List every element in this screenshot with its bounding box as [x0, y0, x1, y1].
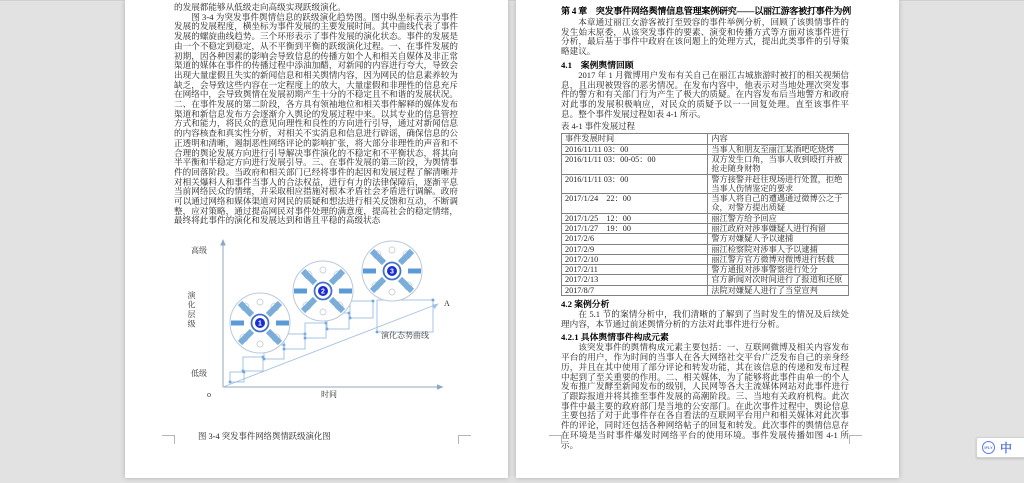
column-header-time: 事件发展时间	[562, 134, 708, 144]
table-cell: 当事人和朋友至丽江某酒吧吃烧烤	[708, 144, 849, 154]
table-cell: 双方发生口角，当事人收到殴打并被抢走随身财物	[708, 154, 849, 174]
table-cell: 2016/11/11 03：00	[562, 144, 708, 154]
table-cell: 丽江检察院对涉事人予以逮捕	[708, 244, 849, 254]
table-row	[562, 265, 849, 275]
table-row	[562, 174, 849, 194]
chapter-title: 第 4 章 突发事件网络舆情信息管理案例研究——以丽江游客被打事件为例	[561, 6, 852, 16]
x-axis-title: 时间	[321, 390, 337, 400]
table-cell: 官方新闻对次时间进行了报道和还原	[708, 275, 849, 285]
table-cell: 2017/2/6	[562, 234, 708, 244]
ime-mode-label[interactable]: 中	[1000, 441, 1013, 455]
table-row	[562, 234, 849, 244]
wheel-stage-1	[230, 293, 290, 353]
table-cell: 2016/11/11 03：00-05：00	[562, 154, 708, 174]
document-page-left[interactable]	[125, 0, 508, 478]
table-cell: 法院对嫌疑人进行了当堂宣判	[708, 285, 849, 295]
table-row	[562, 254, 849, 264]
table-cell: 2017/1/27 19：00	[562, 224, 708, 234]
table-cell: 2017/8/7	[562, 285, 708, 295]
margin-crop-mark	[162, 435, 175, 444]
section-heading-4-2: 4.2 案例分析	[561, 299, 610, 310]
end-point-label: A	[444, 299, 450, 309]
table-row	[562, 244, 849, 254]
trend-curve-label: 演化态势曲线	[381, 331, 429, 341]
table-row	[562, 194, 849, 214]
margin-crop-mark	[458, 435, 471, 444]
table-cell: 警方对嫌疑人予以逮捕	[708, 234, 849, 244]
table-cell: 2017/1/25 12：00	[562, 213, 708, 223]
table-row	[562, 213, 849, 223]
column-header-content: 内容	[708, 134, 849, 144]
event-table	[561, 133, 849, 296]
table-cell: 2017/2/11	[562, 265, 708, 275]
table-row	[562, 154, 849, 174]
svg-text:1: 1	[258, 320, 262, 328]
paragraph-case-analysis: 在 5.1 节的案情分析中，我们清晰的了解到了当时发生的情况及后续处理内容，本节通过前述舆情分析的方法对此事件进行分析。	[561, 309, 849, 329]
table-cell: 当事人将自己的遭遇通过微博公之于众，对警方提出质疑	[708, 194, 849, 214]
event-table-body	[562, 144, 849, 295]
margin-crop-mark	[549, 435, 562, 444]
table-cell: 警方通报对涉事警察进行处分	[708, 265, 849, 275]
wheel-stage-2	[293, 261, 353, 321]
table-cell: 警方接警并赶往现场进行处置，拒绝当事人伤情鉴定的要求	[708, 174, 849, 194]
svg-text:3: 3	[390, 268, 394, 276]
table-cell: 2017/2/9	[562, 244, 708, 254]
table-cell: 丽江警方给予回应	[708, 213, 849, 223]
origin-label: o	[207, 390, 211, 400]
paragraph-case-recall: 2017 年 1 月微博用户发布有关自己在丽江古城旅游时被打的相关视频信息，且出现被毁容的恶劣情况。在发布内容中，他表示对当地处理次突发事件的警方和有关部门行为产生了极大的质疑。在内容发布后当地警方和政府对此事的发展积极响应，对民众的质疑予以一一回复处理。直至该事件平息。整个事件发展过程如表 4-1 所示。	[561, 69, 849, 119]
ime-logo-icon: iFLY	[982, 441, 995, 454]
document-page-right[interactable]	[516, 0, 899, 478]
wheel-stage-3	[362, 241, 422, 301]
table-row	[562, 224, 849, 234]
section-heading-4-1: 4.1 案例舆情回顾	[561, 59, 634, 70]
table-cell: 丽江警方官方微博对微博进行转载	[708, 254, 849, 264]
y-axis-label-high: 高级	[191, 246, 207, 256]
paragraph-figure-description: 图 3-4 为突发事件舆情信息的跃级演化趋势图。图中纵坐标表示为事件发展的发展程度，横坐标为事件发展的主要发展时间。其中曲线代表了事件发展的螺旋曲线趋势。三个环形表示了事件发展的演化状态。事件的发展是由一个不稳定到稳定，从不平衡到平衡的跃级演化过程。一、在事件发展的初期，因各种因素的影响会导致信息的传播方如个人和相关自媒体及非正常渠道的媒体在事件的传播过程中添油加醋，对新闻的内容进行夸大，导致会出现大量虚假且失实的新闻信息和相关舆情内容，因为网民的信息素养较为缺乏，会导致这些内容在一定程度上的放大，大量虚假和非理性的信息充斥在网络中，会导致舆情在发展初期产生十分的不稳定且不和谐的发展状况。二、在事件发展的第二阶段，各方具有领袖地位和相关事件解释的媒体发布渠道和新信息发布方会逐渐介入舆论的发展过程中来。以其专业的信息管控方式和能力，将民众的意见向理性和良性的方向进行引导，通过对新闻信息的内容核查和真实性分析，对相关不实消息和信息进行辟谣，确保信息的公正透明和清晰，遏制恶性网络评论的影响扩张，将大部分非理性的声音和不合理的舆论发展方向进行引导解决事件演化的不稳定和不平衡状态，将其向半平衡和半稳定方向进行发展引导。三、在事件发展的第三阶段，为舆情事件的回落阶段。当政府和相关部门已经将事件的起因和发展过程了解清晰并对相关爆料人和事件当事人的合法权益，进行有力的法律保障后，逐渐平息当前网络民众的情绪，并采取相应措施对根本矛盾社会矛盾进行调解。政府可以通过网络和媒体渠道对网民的质疑和想法进行相关反馈和互动，不断调整，应对策略，通过提高网民对事件处理的满意度，提高社会的稳定情绪，最终将此事件的演化和发展达到和谐且平稳的高级状态	[174, 11, 458, 226]
table-cell: 2017/2/10	[562, 254, 708, 264]
ime-indicator[interactable]	[976, 437, 1024, 458]
table-row	[562, 275, 849, 285]
figure-3-4-diagram[interactable]	[185, 239, 477, 427]
table-header-row	[562, 134, 849, 144]
paragraph-chapter-intro: 本章通过丽江女游客被打至毁容的事件举例分析，回顾了该舆情事件的发生始末原委，从该突发事件的要素、演变和传播方式等方面对该事件进行分析，最后基于事件中政府在该问题上的处理方式，提出此类事件的引导策略建议。	[561, 17, 849, 57]
figure-caption: 图 3-4 突发事件网络舆情跃级演化图	[198, 432, 331, 442]
table-row	[562, 285, 849, 295]
margin-crop-mark	[849, 435, 862, 444]
svg-text:2: 2	[321, 288, 325, 296]
table-caption: 表 4-1 事件发展过程	[561, 122, 635, 132]
y-axis-label-low: 低级	[191, 369, 207, 379]
paragraph-continuation: 的发展都能够从低级走向高级实现跃级演化。	[174, 2, 346, 12]
paragraph-opinion-elements: 该突发事件的舆情构成元素主要包括：一、互联网微博及相关内容发布平台的用户，作为时间的当事人在各大网络社交平台广泛发布自己的亲身经历，并且在其中使用了部分评论和转发功能，其在该信息的传递和发布过程中起到了至关重要的作用。二、相关媒体，为了能够将此事件由单一的个人发布推广发酵至新闻发布的级别，人民网等各大主流媒体网站对此事件进行了跟踪报道并将其推至事件发展的高潮阶段。三、当地有关政府机构。此次事件中最主要的政府部门是当地的公安部门。在此次事件过程中，舆论信息主要包括了对于此事件存在各自看法的互联网平台用户和相关媒体对此次事件的评论，同时还包括各种网络帖子的回复和转发。此次事件的舆情信息存在环境是当时事件爆发时网络平台的使用环境。事件发展传播如图 4-1 所示。	[561, 342, 849, 450]
table-cell: 2016/11/11 03：00	[562, 174, 708, 194]
table-cell: 丽江政府对涉事嫌疑人进行拘留	[708, 224, 849, 234]
y-axis-title: 演化层级	[187, 291, 196, 330]
section-heading-4-2-1: 4.2.1 具体舆情事件构成元素	[561, 332, 669, 343]
table-row	[562, 144, 849, 154]
table-cell: 2017/1/24 22：00	[562, 194, 708, 214]
table-cell: 2017/2/13	[562, 275, 708, 285]
